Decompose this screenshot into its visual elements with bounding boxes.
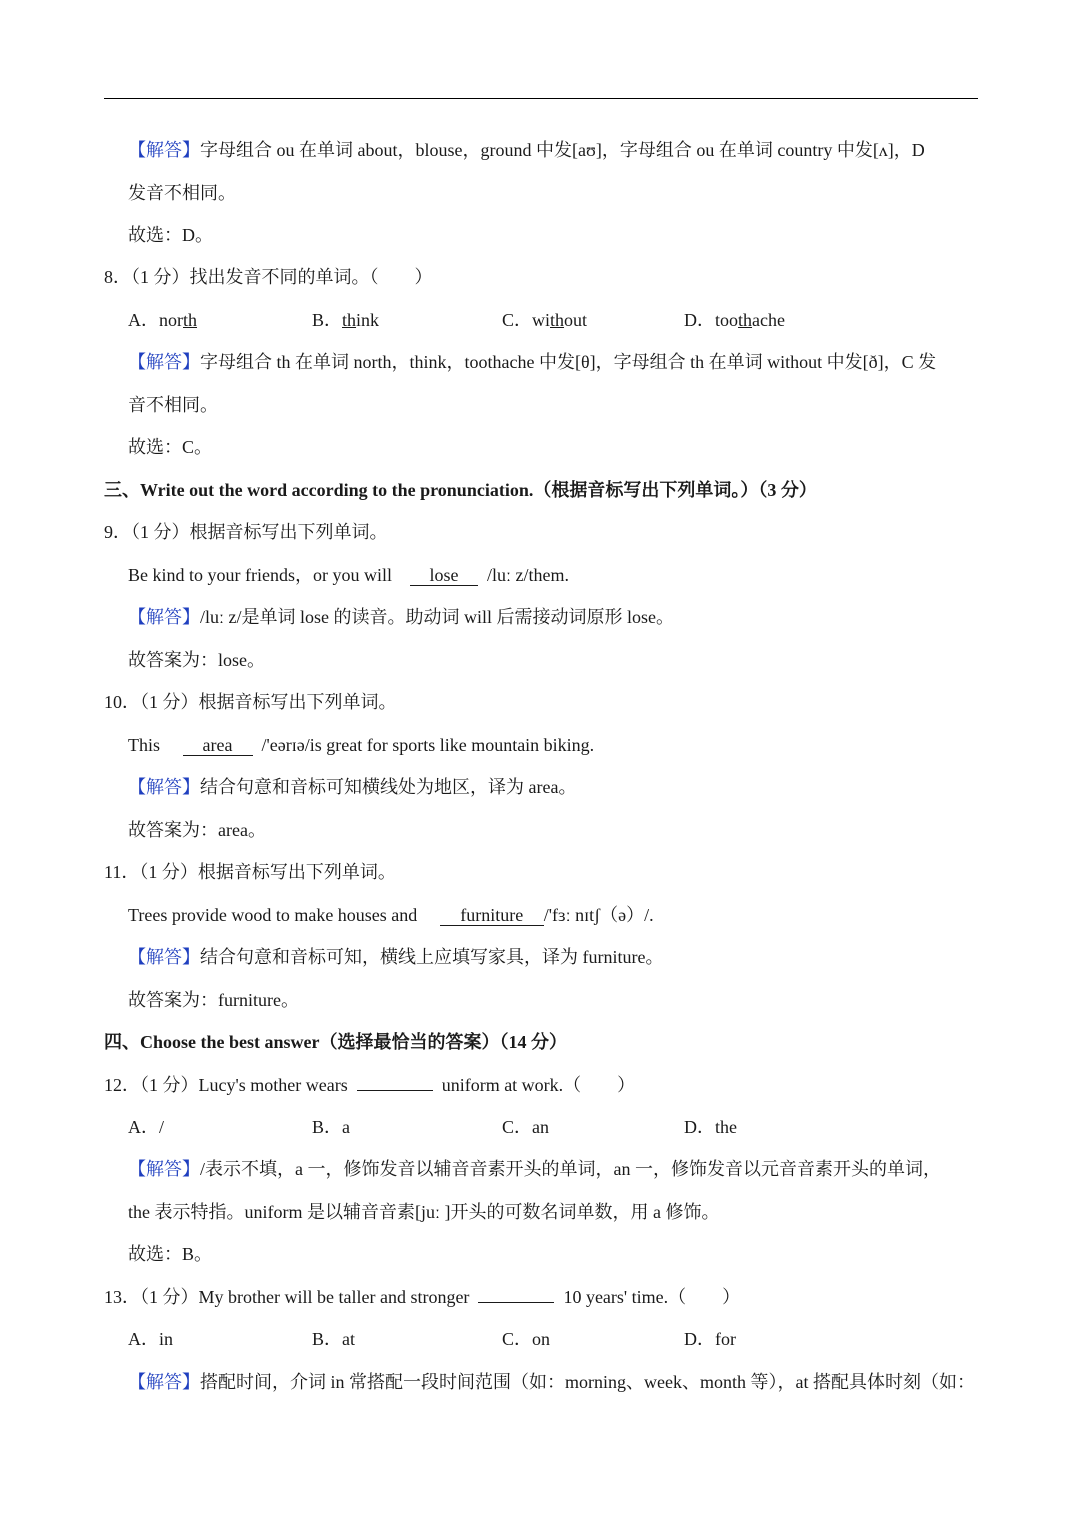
- answer-tag: 【解答】: [128, 607, 200, 627]
- q7-choice: 故选：D。: [128, 225, 213, 245]
- q10-stem: 10．（1 分）根据音标写出下列单词。: [104, 692, 397, 712]
- header-rule: [104, 98, 978, 99]
- q8-choice: 故选：C。: [128, 437, 213, 457]
- q13-blank: [478, 1302, 554, 1303]
- q8-option-b[interactable]: B．think: [312, 310, 380, 330]
- q9-blank: lose: [410, 565, 478, 586]
- q13-stem: 13．（1 分）My brother will be taller and stronger 10 years' time.（ ）: [104, 1287, 741, 1307]
- q8-stem: 8．（1 分）找出发音不同的单词。（ ）: [104, 267, 433, 287]
- section4-title: 四、Choose the best answer（选择最恰当的答案）（14 分）: [104, 1032, 567, 1052]
- q10-result: 故答案为：area。: [128, 820, 266, 840]
- q13-answer-line1: 【解答】搭配时间，介词 in 常搭配一段时间范围（如：morning、week、month 等），at 搭配具体时刻（如：: [128, 1372, 975, 1392]
- q8-option-d[interactable]: D．toothache: [684, 310, 785, 330]
- q10-sentence: This area /'eərɪə/is great for sports like mountain biking.: [128, 735, 595, 755]
- q12-option-c[interactable]: C．an: [502, 1117, 550, 1137]
- q12-choice: 故选：B。: [128, 1244, 213, 1264]
- answer-tag: 【解答】: [128, 1372, 200, 1392]
- q8-option-c[interactable]: C．without: [502, 310, 588, 330]
- q12-blank: [357, 1090, 433, 1091]
- q8-option-a[interactable]: A．north: [128, 310, 198, 330]
- q11-sentence: Trees provide wood to make houses and furniture /'fɜː nɪtʃ（ə）/.: [128, 905, 654, 925]
- q7-answer-line2: 发音不相同。: [128, 183, 236, 203]
- answer-tag: 【解答】: [128, 777, 200, 797]
- q12-stem: 12．（1 分）Lucy's mother wears uniform at work.（ ）: [104, 1075, 636, 1095]
- q13-option-a[interactable]: A．in: [128, 1329, 174, 1349]
- q11-result: 故答案为：furniture。: [128, 990, 299, 1010]
- q13-option-c[interactable]: C．on: [502, 1329, 551, 1349]
- answer-tag: 【解答】: [128, 947, 200, 967]
- q10-answer: 【解答】结合句意和音标可知横线处为地区，译为 area。: [128, 777, 577, 797]
- answer-tag: 【解答】: [128, 352, 200, 372]
- section3-title: 三、Write out the word according to the pronunciation.（根据音标写出下列单词。）（3 分）: [104, 480, 817, 500]
- q11-stem: 11．（1 分）根据音标写出下列单词。: [104, 862, 396, 882]
- q8-answer-line1: 【解答】字母组合 th 在单词 north，think，toothache 中发[θ]，字母组合 th 在单词 without 中发[ð]，C 发: [128, 352, 937, 372]
- answer-tag: 【解答】: [128, 140, 200, 160]
- q7-answer-line1: 【解答】字母组合 ou 在单词 about，blouse，ground 中发[aʊ]，字母组合 ou 在单词 country 中发[ʌ]，D: [128, 140, 925, 160]
- q9-answer: 【解答】/luː z/是单词 lose 的读音。助动词 will 后需接动词原形 lose。: [128, 607, 674, 627]
- q9-result: 故答案为：lose。: [128, 650, 265, 670]
- q13-option-d[interactable]: D．for: [684, 1329, 736, 1349]
- q11-blank: furniture: [440, 905, 544, 926]
- q12-answer-line1: 【解答】/表示不填，a 一，修饰发音以辅音音素开头的单词，an 一，修饰发音以元音音素开头的单词，: [128, 1159, 941, 1179]
- q12-option-a[interactable]: A．/: [128, 1117, 165, 1137]
- q9-sentence: Be kind to your friends，or you will lose /luː z/them.: [128, 565, 569, 585]
- q12-answer-line2: the 表示特指。uniform 是以辅音音素[juː ]开头的可数名词单数，用 a 修饰。: [128, 1202, 720, 1222]
- q8-answer-line2: 音不相同。: [128, 395, 218, 415]
- q12-option-d[interactable]: D．the: [684, 1117, 737, 1137]
- q9-stem: 9．（1 分）根据音标写出下列单词。: [104, 522, 388, 542]
- q11-answer: 【解答】结合句意和音标可知，横线上应填写家具，译为 furniture。: [128, 947, 664, 967]
- q13-option-b[interactable]: B．at: [312, 1329, 356, 1349]
- q12-option-b[interactable]: B．a: [312, 1117, 351, 1137]
- q10-blank: area: [183, 735, 253, 756]
- answer-tag: 【解答】: [128, 1159, 200, 1179]
